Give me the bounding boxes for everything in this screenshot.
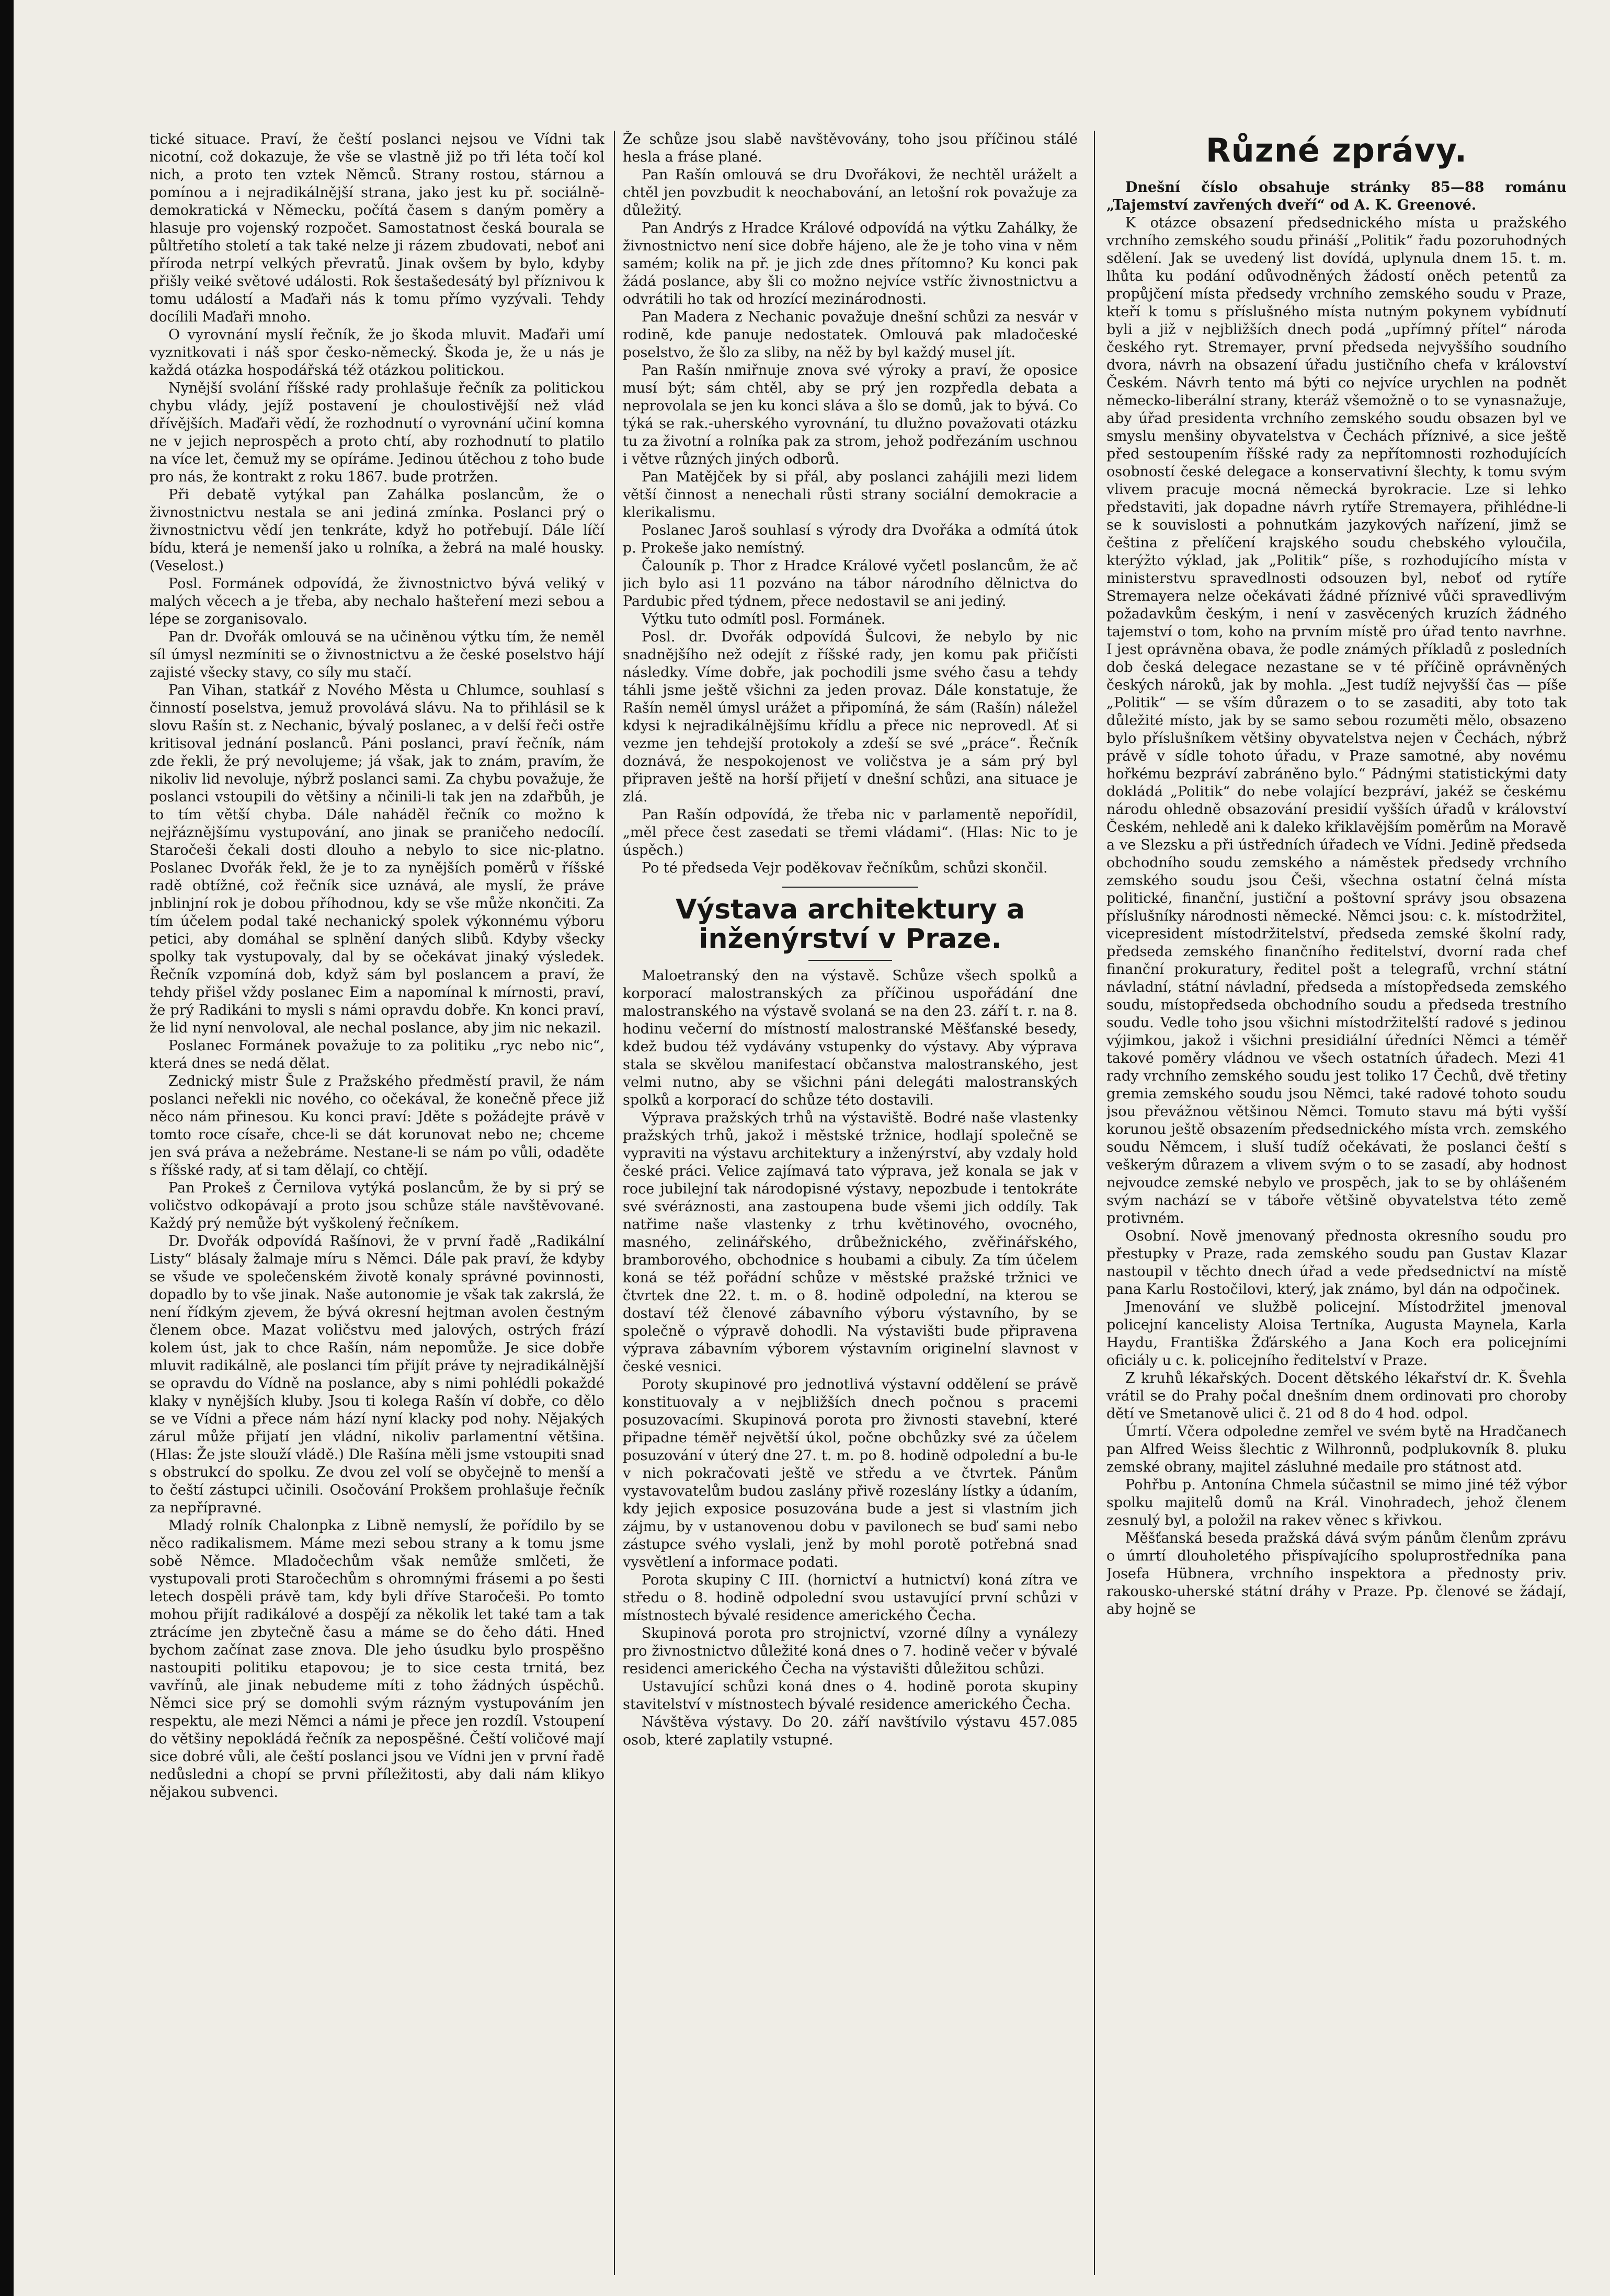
paragraph: Pan Vihan, statkář z Nového Města u Chlumce, souhlasí s činností poselstva, jemuž provolává slávu. Na to přihlásil se k slovu Rašín st. z Nechanic, bývalý poslanec, a v delší řeči ostře kritisoval jednání poslanců. Páni poslanci, praví řečník, nám zde řekli, že prý nevolujeme; já však, jak to znám, pravím, že nikoliv lid nevoluje, nýbrž poslanci sami. Za chybu považuje, že poslanci vstoupili do většiny a nčinili-li tak jen na zdařbůh, je to tím větší chyba. Dále naháděl řečník co možno k nejřáznějšímu vystupování, ano jinak se praničeho nedocílí. Staročeši čekali dosti dlouho a nebylo to sice nic-platno. Poslanec Dvořák řekl, že je to za nynějších poměrů v říšské radě obtížné, což řečník sice uznává, ale myslí, že práve jnblinjní rok je dobou příhodnou, kdy se vše může nkončiti. Za tím účelem podal také nechanický spolek výkonnému výboru petici, aby domáhal se splnění daných slibů. Kdyby všecky spolky tak vystupovaly, dal by se očekávat jinaký výsledek. Řečník vzpomíná dob, když sám byl poslancem a praví, že tehdy přišel vždy poslanec Eim a napomínal k mírnosti, praví, že prý Radikáni to mysli s námi opravdu dobře. Kn konci praví, že lid nyní nenvoloval, ale nechal poslance, aby jim nic nekazil.: [150, 682, 604, 1036]
paragraph: Poslanec Formánek považuje to za politiku „ryc nebo nic“, která dnes se nedá dělat.: [150, 1038, 604, 1072]
paragraph: Mladý rolník Chalonpka z Libně nemyslí, že pořídilo by se něco radikalismem. Máme mezi sebou strany a k tomu jsme sobě Němce. Mladočechům však nemůže smlčeti, že vystupovali proti Staročechům s ohromnými frásemi a po šesti letech dospěli právě tam, kdy byli dříve Staročeši. Po tomto mohou přijít radikálové a dospějí za několik let také tam a tak ztrácíme jen zbytečně času a máme se do čeho dáti. Hned bychom začínat zase znova. Dle jeho úsudku bylo prospěšno nastoupiti politiku etapovou; je to sice cesta trnitá, bez vavřínů, ale jinak nebudeme míti z toho žádných úspěchů. Němci sice prý se domohli svým rázným vystupováním jen respektu, ale mezi Němci a námi je přece jen rozdíl. Vstoupení do většiny nepokládá řečník za nepospěšné. Čeští voličové mají sice dobré vůli, ale čeští poslanci jsou ve Vídni jen v první řadě nedůsledni a chopí se prvni příležitosti, aby dali nám klikyo nějakou subvenci.: [150, 1518, 604, 1800]
paragraph: Posl. dr. Dvořák odpovídá Šulcovi, že nebylo by nic snadnějšího než odejít z říšské rady, jen komu pak přičísti následky. Víme dobře, jak pochodili jsme svého času a tehdy táhli jsme ještě všichni za jeden provaz. Dále konstatuje, že Rašín neměl úmysl urážet a připomíná, že sám (Rašín) náležel kdysi k nejradikálnějšímu křídlu a přece nic neprovedl. Ať si vezme jen tehdejší protokoly a zdeší se své „práce“. Řečník doznává, že nespokojenost ve voličstva je a sám prý byl připraven ještě na horší přijetí v dnešní schůzi, ana situace je zlá.: [623, 629, 1078, 805]
paragraph: Maloetranský den na výstavě. Schůze všech spolků a korporací malostranských za příčinou uspořádání dne malostranského na výstavě svolaná se na den 23. září t. r. na 8. hodinu večerní do místností malostranské Měšťanské besedy, kdež budou též vydávány vstupenky do výstavy. Aby výprava stala se skvělou manifestací občanstva malostranského, jest velmi nutno, aby se všichni páni delegáti malostranských spolků a korporací do schůze této dostavili.: [623, 968, 1078, 1108]
exhibition-headline: Výstava architektury a inženýrství v Praze.: [676, 894, 1025, 955]
article-divider: [808, 960, 892, 961]
paragraph: Pan Rašín odpovídá, že třeba nic v parlamentě nepořídil, „měl přece čest zasedati se třemi vládami“. (Hlas: Nic to je úspěch.): [623, 807, 1078, 858]
column-rule-1: [614, 131, 615, 2275]
paragraph: Pan Rašín nmiřnuje znova své výroky a praví, že oposice musí být; sám chtěl, aby se prý jen rozpředla debata a neprovolala se jen ku konci sláva a šlo se domů, jak to bývá. Co týká se rak.-uherského vyrovnání, tu dlužno považovati otázku tu za životní a rolníka pak za strom, jehož podřezáním uschnou i větve různých jiných odborů.: [623, 362, 1078, 467]
article-divider: [782, 887, 918, 888]
paragraph: Poslanec Jaroš souhlasí s výrody dra Dvořáka a odmítá útok p. Prokeše jako nemístný.: [623, 522, 1078, 556]
paragraph: Z kruhů lékařských. Docent dětského lékařství dr. K. Švehla vrátil se do Prahy počal dnešním dnem ordinovati pro choroby dětí ve Smetanově ulici č. 21 od 8 do 4 hod. odpol.: [1106, 1370, 1567, 1422]
paragraph: K otázce obsazení předsednického místa u pražského vrchního zemského soudu přináší „Politik“ řadu pozoruhodných sdělení. Jak se uvedený list dovídá, uplynula dnem 15. t. m. lhůta ku podání odůvodněných žádostí oněch petentů za propůjčení místa předsedy vrchního zemského soudu v Praze, kteří k tomu s příslušného místa nutným pokynem vybídnutí byli a již v nejbližších dnech podá „upřímný přítel“ národa českého ryt. Stremayer, první předseda nejvyššího soudního dvora, návrh na obsazení úřadu justičního chefa v království Českém. Návrh tento má býti co nejvíce urychlen na podnět německo-liberální strany, kteráž všemožně o to se vynasnažuje, aby úřad presidenta vrchního zemského soudu obsazen byl ve smyslu menšiny obyvatelstva v Čechách příznivé, a sice ještě před sestoupením říšské rady za nepřítomnosti rozhodujících osobností české delegace a konservativní šlechty, k tomu svým vlivem pracuje mocná německá byrokracie. Lze si lehko představiti, jak dopadne návrh rytíře Stremayera, přihlédne-li se k souvislosti a pohnutkám jazykových nařízení, jimž se čeština z přelíčení krajského soudu chebského vyloučila, kterýžto výklad, jak „Politik“ píše, s rozhodujícího místa v ministerstvu spravedlnosti odsouzen byl, neboť od rytíře Stremayera nelze očekávati žádné příznivé vůči spravedlivým požadavkům českým, i není v zasvěcených kruzích žádného tajemství o tom, koho na prvním místě pro úřad tento navrhne. I jest oprávněna obava, že podle známých příkladů z posledních dob česká delegace nezastane se v té příčině oprávněných českých nároků, jak by mohla. „Jest tudíž nejvyšší čas — píše „Politik“ — se vším důrazem o to se zasaditi, aby toto tak důležité místo, jak by se samo sebou rozuměti mělo, obsazeno bylo příslušníkem většiny obyvatelstva nejen v Čechách, nýbrž právě v sídle tohoto úřadu, v Praze samotné, aby novému hořkému bezpráví zabráněno bylo.“ Pádnými statistickými daty dokládá „Politik“ do nebe volající bezpráví, jakéž se českému národu ohledně obsazování presidií vyšších úřadů v království Českém, nehledě ani k daleko křiklavějším poměrům na Moravě a ve Slezsku a při ústředních úřadech ve Vídni. Jedině předseda obchodního soudu zemského a náměstek předsedy vrchního zemského soudu jsou Češi, všechna ostatní čelná místa politické, finanční, justiční a poštovní správy jsou obsazena příslušníky národnosti německé. Němci jsou: c. k. místodržitel, vicepresident místodržitelství, předseda zemské školní rady, předseda zemského finančního ředitelství, dvorní rada chef finanční prokuratury, ředitel pošt a telegrafů, vrchní státní návladní, státní návladní, předseda a místopředseda zemského soudu, místopředseda obchodního soudu a předseda trestního soudu. Vedle toho jsou všichni místodržitelští radové s jedinou výjimkou, jakož i všichni presidiální úředníci Němci a téměř takové poměry vládnou ve všech ostatních úřadech. Mezi 41 rady vrchního zemského soudu jest toliko 17 Čechů, dvě třetiny gremia zemského soudu jsou Němci, také radové tohoto soudu jsou převážnou většinou Němci. Tomuto stavu má býti vyšší korunou ještě obsazením předsednického místa vrch. zemského soudu Němcem, i sluší tudíž očekávati, že poslanci čeští s veškerým důrazem a vlivem svým o to se zasadí, aby hodnost nejvoudce zemské nebylo ve prospěch, jak to se by ohlášeném svým nachází se v táboře většině obyvatelstva této země protivném.: [1106, 215, 1567, 1226]
paragraph: Pohřbu p. Antonína Chmela súčastnil se mimo jiné též výbor spolku majitelů domů na Král. Vinohradech, jehož členem zesnulý byl, a položil na rakev věnec s křivkou.: [1106, 1477, 1567, 1529]
bottom-mask: [623, 2270, 1078, 2275]
bottom-mask: [1106, 2270, 1567, 2275]
paragraph: Pan dr. Dvořák omlouvá se na učiněnou výtku tím, že neměl síl úmysl nezmíniti se o živnostnictvu a že české poselstvo hájí zajisté všecky stavy, co síly mu stačí.: [150, 629, 604, 681]
column-middle: [623, 131, 1078, 2275]
paragraph: Ustavující schůzi koná dnes o 4. hodině porota skupiny stavitelství v místnostech bývalé residence amerického Čecha.: [623, 1679, 1078, 1713]
paragraph: Výprava pražských trhů na výstaviště. Bodré naše vlastenky pražských trhů, jakož i městské tržnice, hodlají společně se vypraviti na výstavu architektury a inženýrství, aby vzdaly hold české práci. Velice zajímavá tato výprava, jež konala se jak v roce jubilejní tak národopisné výstavy, nepozbude i tentokráte své svéráznosti, ana zastoupena bude všemi jich oddíly. Tak natřime naše vlastenky z trhu květinového, ovocného, masného, zelinářského, drůbežnického, zvěřinářského, bramborového, obchodnice s houbami a cibuly. Za tím účelem koná se též pořádní schůze v městské pražské tržnici ve čtvrtek dne 22. t. m. o 8. hodině odpolední, na kterou se dostaví též členové zábavního výboru výstavního, by se společně o výpravě dohodli. Na výstavišti bude připravena výprava zábavním výborem výstavním originelní slavnost v české vesnici.: [623, 1110, 1078, 1375]
paragraph: Nynější svolání říšské rady prohlašuje řečník za politickou chybu vlády, jejíž postavení je choulostivější než vlád dřívějších. Maďaři vědí, že rozhodnutí o vyrovnání učiní komna ne v jejich neprospěch a proto chtí, aby rozhodnutí to platilo na více let, čemuž my se opíráme. Jedinou útěchou z toho bude pro nás, že kontrakt z roku 1867. bude protržen.: [150, 380, 604, 485]
paragraph: Měšťanská beseda pražská dává svým pánům členům zprávu o úmrtí dlouholetého přispívajícího spoluprostředníka pana Josefa Hübnera, vrchního inspektora a přednosty priv. rakousko-uherské státní dráhy v Praze. Pp. členové se žádají, aby hojně se: [1106, 1530, 1567, 1617]
paragraph: Posl. Formánek odpovídá, že živnostnictvo bývá veliký v malých věcech a je třeba, aby nechalo hašteření mezi sebou a lépe se zorganisovalo.: [150, 576, 604, 627]
column-left: [150, 131, 604, 2275]
paragraph: Pan Rašín omlouvá se dru Dvořákovi, že nechtěl uráželt a chtěl jen povzbudit k neochabování, an letošní rok považuje za důležitý.: [623, 167, 1078, 219]
column-rule-2: [1094, 131, 1095, 2275]
paragraph: Skupinová porota pro strojnictví, vzorné dílny a vynálezy pro živnostnictvo důležité koná dnes o 7. hodině večer v bývalé residenci amerického Čecha na výstavišti důležitou schůzi.: [623, 1625, 1078, 1677]
column-right: [1106, 131, 1567, 2275]
paragraph: Dr. Dvořák odpovídá Rašínovi, že v první řadě „Radikální Listy“ blásaly žalmaje míru s Němci. Dále pak praví, že kdyby se všude ve společenském životě konaly správné povinnosti, dopadlo by to vše jinak. Naše autonomie je však tak zakrslá, že není řídkým zjevem, že bývá okresní hejtman avolen čestným členem obce. Mazat voličstvu med jalových, ostrých frází kolem úst, jak to chce Rašín, nám nepomůže. Je sice dobře mluvit radikálně, ale poslanci tím přijít práve ty nejradikálnější se opravdu do Vídně na poslance, aby s nimi pohlédli pokaždé klaky v nynějších kluby. Jsou ti kolega Rašín ví dobře, co dělo se ve Vídni a přece nám hází nyní klacky pod nohy. Nějakých zárul může přijatí jen vládní, nikoliv parlamentní většina. (Hlas: Že jste slouží vládě.) Dle Rašína měli jsme vstoupiti snad s obstrukcí do spolku. Ze dvou zel volí se obyčejně to menší a to čeští zástupci učinili. Osočování Prokšem prohlašuje řečník za nepřípravné.: [150, 1233, 604, 1516]
paragraph: Pan Andrýs z Hradce Králové odpovídá na výtku Zahálky, že živnostnictvo není sice dobře hájeno, ale že je toho vina v něm samém; kolik na př. je jich zde dnes přítomno? Ku konci pak žádá poslance, aby šli co možno nejvíce vstříc živnostnictvu a odvrátili ho tak od hrozící mezinárodnosti.: [623, 220, 1078, 307]
paragraph: Zednický mistr Šule z Pražského předměstí pravil, že nám poslanci neřekli nic nového, co očekával, že konečně přece již něco nám přinesou. Ku konci praví: Jděte s požádejte právě v tomto roce císaře, chce-li se dát korunovat nebo ne; chceme jen svá práva a nežebráme. Nestane-li se nám po vůli, odaděte s říšské rady, ať si tam dělají, co chtějí.: [150, 1073, 604, 1178]
section-title: Různé zprávy.: [1205, 131, 1468, 169]
paragraph: Po té předseda Vejr poděkovav řečníkům, schůzi skončil.: [642, 860, 1048, 876]
paragraph: O vyrovnání myslí řečník, že jo škoda mluvit. Maďaři umí vyznitkovati i náš spor česko-německý. Škoda je, že u nás je každá otázka hospodářská též otázkou politickou.: [150, 327, 604, 378]
paragraph: Pan Madera z Nechanic považuje dnešní schůzi za nesvár v rodině, kde panuje nedostatek. Omlouvá pak mladočeské poselstvo, že šlo za sliby, na něž by byl každý musel jít.: [623, 309, 1078, 361]
paragraph: Dnešní číslo obsahuje stránky 85—88 románu „Tajemství zavřených dveří“ od A. K. Greenové.: [1106, 179, 1567, 213]
paragraph: Návštěva výstavy. Do 20. září navštívilo výstavu 457.085 osob, které zaplatily vstupné.: [623, 1714, 1078, 1748]
paragraph: Jmenování ve službě policejní. Místodržitel jmenoval policejní kancelisty Aloisa Tertníka, Augusta Maynela, Karla Haydu, Františka Žďárského a Jana Koch era policejními oficiály u c. k. policejního ředitelství v Praze.: [1106, 1299, 1567, 1369]
paragraph: Pan Prokeš z Černilova vytýká poslancům, že by si prý se voličstvo odkopávají a proto jsou schůze stále navštěvované. Každý prý nemůže být vyškolený řečníkem.: [150, 1180, 604, 1232]
paragraph: Úmrtí. Včera odpoledne zemřel ve svém bytě na Hradčanech pan Alfred Weiss šlechtic z Wilhronnů, podplukovník 8. pluku zemské obrany, majitel zásluhné medaile pro státnost atd.: [1106, 1423, 1567, 1475]
paragraph: Porota skupiny C III. (hornictví a hutnictví) koná zítra ve středu o 8. hodině odpolední svou ustavující první schůzi v místnostech bývalé residence amerického Čecha.: [623, 1572, 1078, 1624]
bottom-mask: [150, 2270, 604, 2275]
paragraph: Výtku tuto odmítl posl. Formánek.: [642, 611, 886, 627]
paragraph: Poroty skupinové pro jednotlivá výstavní oddělení se právě konstituovaly a v nejbližších dnech počnou s pracemi posuzovacími. Skupinová porota pro živnosti stavební, které připadne téměř největší úkol, počne obchůzky své za účelem posuzování v úterý dne 27. t. m. po 8. hodině odpolední a bu-le v nich pokračovati ještě ve středu a ve čtvrtek. Pánům vystavovatelům budou zaslány přivě rozeslány lístky a údaním, kdy jejich exposice posuzována bude a jest si vlastním jich zájmu, by v ustanovenou dobu v pavilonech se buď sami nebo zástupce svého vyslali, jenž by mohl porotě potřebná snad vysvětlení a informace podati.: [623, 1376, 1078, 1570]
paragraph: Pan Matějček by si přál, aby poslanci zahájili mezi lidem větší činnost a nenechali růsti strany sociální demokracie a klerikalismu.: [623, 469, 1078, 521]
paragraph: tické situace. Praví, že čeští poslanci nejsou ve Vídni tak nicotní, což dokazuje, že vše se vlastně již po tři léta točí kol nich, a proto ten vztek Němců. Strany rostou, stárnou a pomínou a i nejradikálnější strana, jako jest ku př. sociálně-demokratická v Německu, počítá časem s daným poměry a hlasuje pro vojenský rozpočet. Samostatnost česká bourala se půltřetího století a tak také nelze ji rázem zbudovati, neboť ani příroda netrpí velkých převratů. Jinak ovšem by bylo, kdyby přišly veiké světové události. Rok šestašedesátý byl příznivou k tomu událostí a Maďaři nás k tomu přímo vyzývali. Tehdy docílili Maďaři mnoho.: [150, 131, 604, 325]
paragraph: Čalouník p. Thor z Hradce Králové vyčetl poslancům, že ač jich bylo asi 11 pozváno na tábor národního dělnictva do Pardubic před týdnem, přece nedostavil se ani jediný.: [623, 558, 1078, 610]
paragraph: Při debatě vytýkal pan Zahálka poslancům, že o živnostnictvu nestala se ani jediná zmínka. Poslanci prý o živnostnictvu vědí jen tenkráte, když ho potřebují. Dále líčí bídu, která je nemenší jako u rolníka, a žebrá na malé housky. (Veselost.): [150, 487, 604, 574]
paragraph: Osobní. Nově jmenovaný přednosta okresního soudu pro přestupky v Praze, rada zemského soudu pan Gustav Klazar nastoupil v těchto dnech úřad a vede předsednictví na místě pana Karlu Rostočilovi, který, jak známo, byl dán na odpočinek.: [1106, 1228, 1567, 1298]
paragraph: Že schůze jsou slabě navštěvovány, toho jsou příčinou stálé hesla a fráse plané.: [623, 131, 1078, 165]
